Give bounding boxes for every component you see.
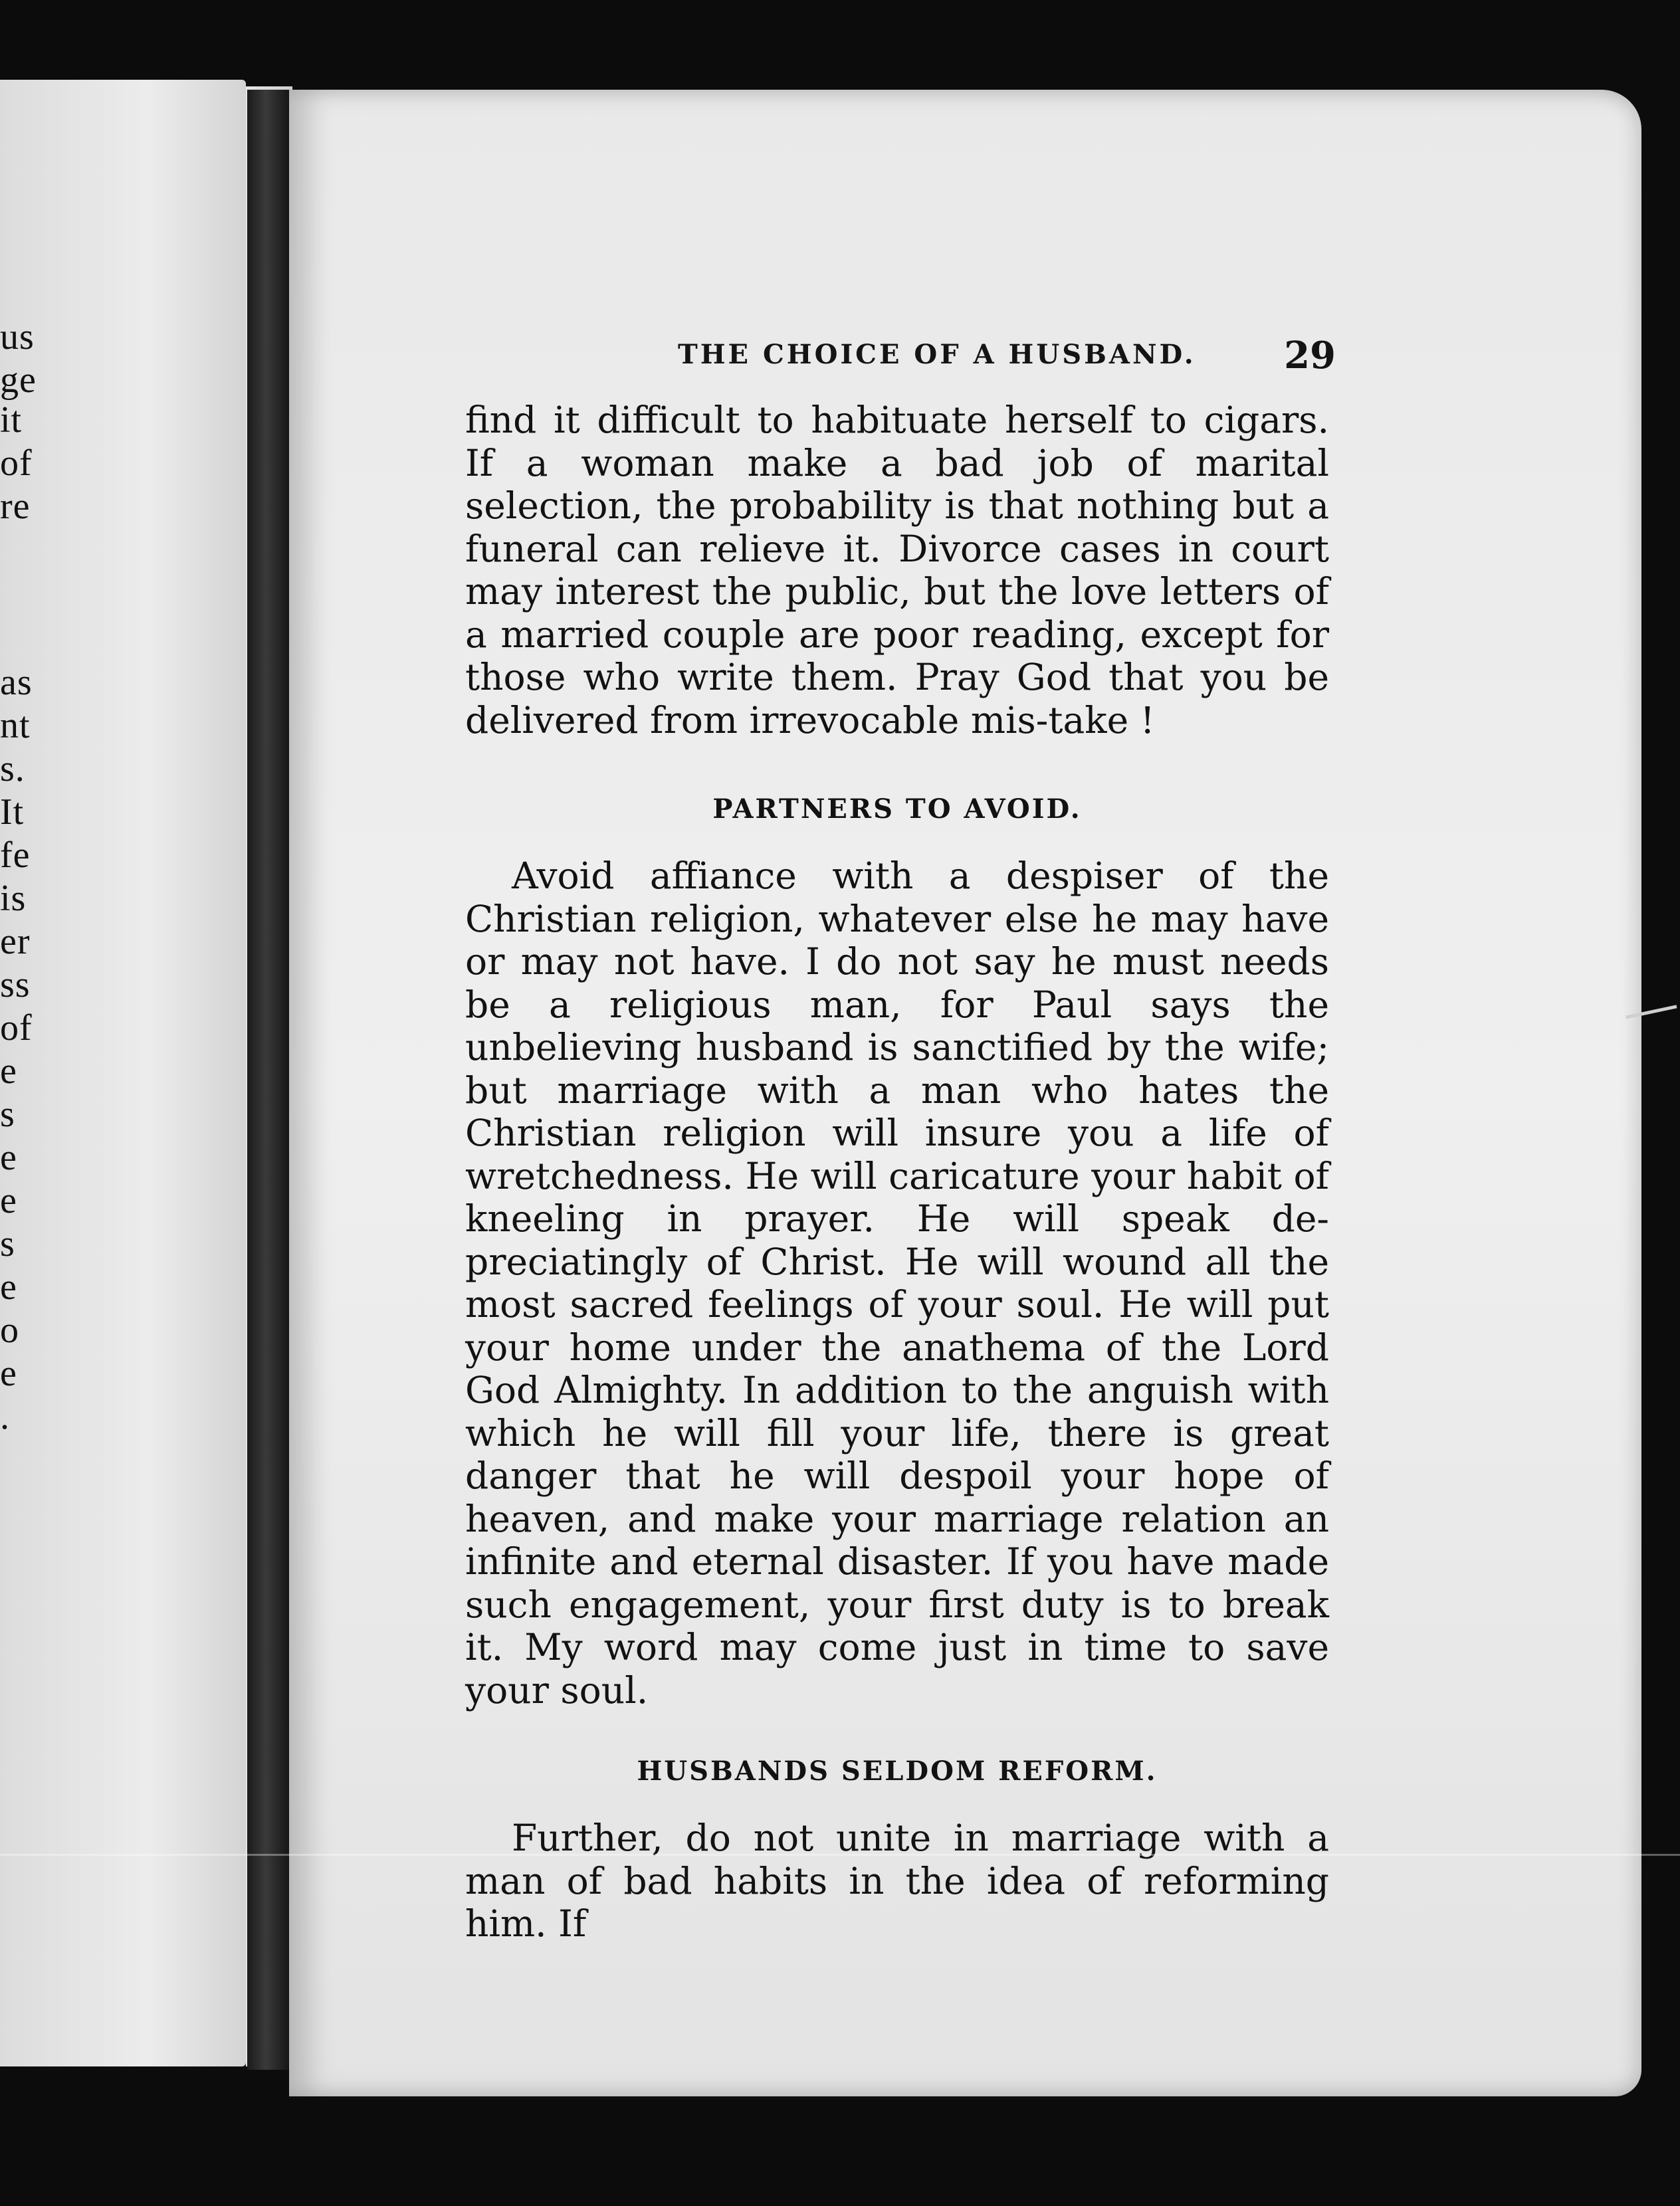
book-spine: [247, 90, 294, 2070]
left-facing-page: [0, 80, 246, 2066]
left-page-fragment: is: [0, 878, 27, 919]
paragraph-further: Further, do not unite in marriage with a man of bad habits in the idea of reforming him. If: [465, 1817, 1329, 1945]
scan-fold-line: [0, 1854, 1680, 1856]
left-page-fragment: fe: [0, 835, 31, 876]
left-page-fragment: er: [0, 921, 31, 962]
left-page-fragment: s: [0, 1094, 15, 1135]
paragraph-cigars: find it difficult to habituate herself to cigars. If a woman make a bad job of marital selection, the probability is that nothing but a funeral can relieve it. Divorce cases in court may interest the public, but the love letters of a married couple are poor reading, except for those who write them. Pray God that you be delivered from irrevocable mis-take !: [465, 399, 1329, 742]
left-page-fragment: nt: [0, 705, 31, 746]
left-page-fragment: e: [0, 1180, 17, 1221]
left-page-fragment: It: [0, 791, 25, 833]
left-page-fragment: it: [0, 399, 23, 441]
left-page-fragment: .: [0, 1396, 10, 1437]
left-page-fragment: as: [0, 662, 33, 703]
left-page-fragment: e: [0, 1266, 17, 1308]
heading-partners-to-avoid: PARTNERS TO AVOID.: [712, 793, 1082, 825]
left-page-fragment: e: [0, 1137, 17, 1178]
running-title: THE CHOICE OF A HUSBAND.: [678, 339, 1196, 370]
left-page-fragment: ss: [0, 964, 31, 1005]
left-page-fragment: ge: [0, 359, 37, 401]
page-body: [465, 399, 1329, 1946]
left-page-fragment: us: [0, 316, 35, 357]
left-page-fragment: re: [0, 486, 31, 527]
left-page-fragment: s: [0, 1223, 15, 1264]
left-page-fragment: e: [0, 1353, 17, 1394]
page-number: 29: [1284, 334, 1336, 377]
left-page-fragment: s.: [0, 748, 25, 789]
left-page-fragment: of: [0, 1007, 33, 1049]
left-page-fragment: of: [0, 443, 33, 484]
paragraph-partners: Avoid affiance with a despiser of the Christian religion, whatever else he may have or may not have. I do not say he must needs be a religious man, for Paul says the unbelieving husband is sanctified by the wife; but marriage with a man who hates the Christian religion will insure you a life of wretchedness. He will caricature your habit of kneeling in prayer. He will speak de-preciatingly of Christ. He will wound all the most sacred feelings of your soul. He will put your home under the anathema of the Lord God Almighty. In addition to the anguish with which he will fill your life, there is great danger that he will despoil your hope of heaven, and make your marriage relation an infinite and eternal disaster. If you have made such engagement, your first duty is to break it. My word may come just in time to save your soul.: [465, 854, 1329, 1712]
left-page-fragment: e: [0, 1051, 17, 1092]
left-page-fragment: o: [0, 1310, 19, 1351]
page-header: [392, 334, 1336, 385]
heading-husbands-seldom-reform: HUSBANDS SELDOM REFORM.: [637, 1755, 1158, 1787]
